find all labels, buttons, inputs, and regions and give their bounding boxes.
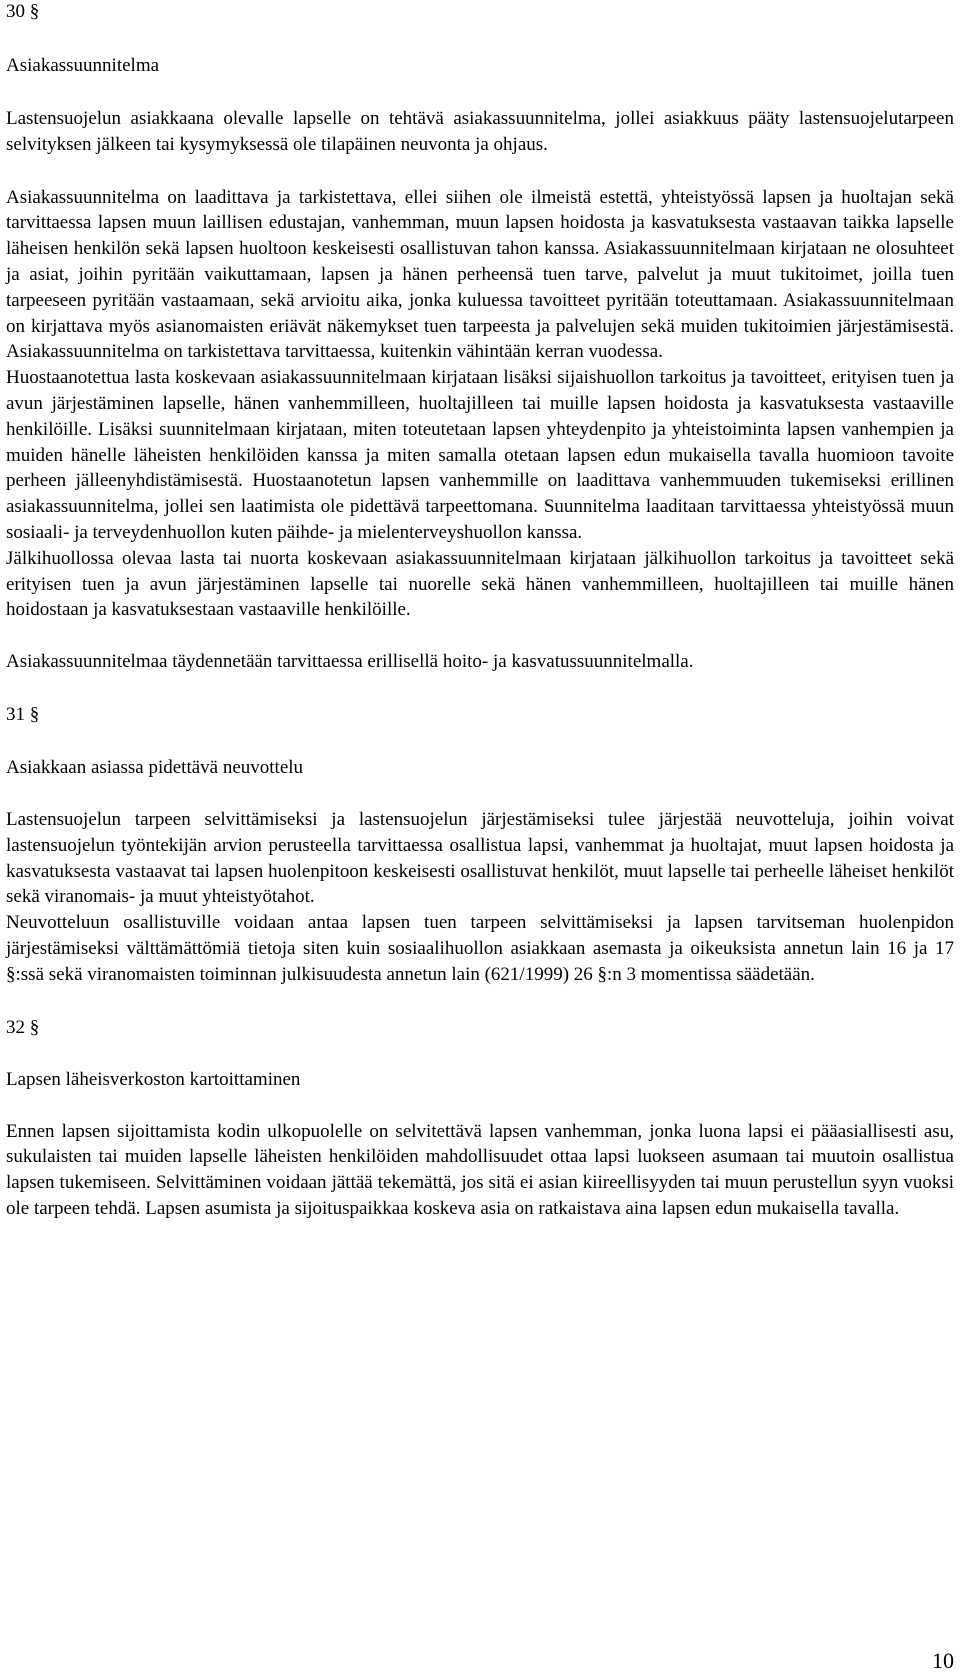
section-number: 32 § xyxy=(6,1016,40,1038)
section-number: 30 § xyxy=(6,1,40,22)
document-page xyxy=(6,0,954,1222)
paragraph: Huostaanotettua lasta koskevaan asiakassuunnitelmaan kirjataan lisäksi sijaishuollon tarkoitus ja tavoitteet, erityisen tuen ja avun järjestäminen lapselle, hänen vanhemmilleen, huoltajilleen tai muille lapsen hoidosta ja kasvatuksesta vastaaville henkilöille. Lisäksi suunnitelmaan kirjataan, miten toteutetaan lapsen yhteydenpito ja yhteistoiminta lapsen vanhempien ja muiden hänelle läheisten henkilöiden kanssa ja miten samalla otetaan lapsen edun mukaisella tavalla huomioon tavoite perheen jälleenyhdistämisestä. Huostaanotetun lapsen vanhemmille on laadittava vanhemmuuden tukemiseksi erillinen asiakassuunnitelma, jollei sen laatimista ole pidettävä tarpeettomana. Suunnitelma laaditaan tarvittaessa yhteistyössä muun sosiaali- ja terveydenhuollon kuten päihde- ja mielenterveyshuollon kanssa. xyxy=(6,367,954,543)
section-number: 31 § xyxy=(6,703,40,725)
section-title: Asiakkaan asiassa pidettävä neuvottelu xyxy=(6,756,304,778)
paragraph: Asiakassuunnitelma on laadittava ja tarkistettava, ellei siihen ole ilmeistä estettä, yhteistyössä lapsen ja huoltajan sekä tarvittaessa lapsen muun laillisen edustajan, vanhemman, muun lapsen hoidosta ja kasvatuksesta vastaavan taikka lapselle läheisen henkilön sekä lapsen huoltoon keskeisesti osallistuvan tahon kanssa. Asiakassuunnitelmaan kirjataan ne olosuhteet ja asiat, joihin pyritään vaikuttamaan, lapsen ja hänen perheensä tuen tarve, palvelut ja muut tukitoimet, joilla tuen tarpeeseen pyritään vastaamaan, sekä arvioitu aika, jonka kuluessa tavoitteet pyritään toteuttamaan. Asiakassuunnitelmaan on kirjattava myös asianomaisten eriävät näkemykset tuen tarpeesta ja palvelujen sekä muiden tukitoimien järjestämisestä. Asiakassuunnitelma on tarkistettava tarvittaessa, kuitenkin vähintään kerran vuodessa. xyxy=(6,186,954,363)
paragraph: Neuvotteluun osallistuville voidaan antaa lapsen tuen tarpeen selvittämiseksi ja lapsen tarvitseman huolenpidon järjestämiseksi välttämättömiä tietoja siten kuin sosiaalihuollon asiakkaan asemasta ja oikeuksista annetun lain 16 ja 17 §:ssä sekä viranomaisten toiminnan julkisuudesta annetun lain (621/1999) 26 §:n 3 momentissa säädetään. xyxy=(6,912,954,985)
section-title: Asiakassuunnitelma xyxy=(6,55,160,76)
paragraph: Lastensuojelun tarpeen selvittämiseksi ja lastensuojelun järjestämiseksi tulee järjestää neuvotteluja, joihin voivat lastensuojelun työntekijän arvion perusteella tarvittaessa osallistua lapsi, vanhemmat ja huoltajat, muut lapsen hoidosta ja kasvatuksesta vastaavat tai lapsen huolenpitoon keskeisesti osallistuvat henkilöt, muut lapselle tai perheelle läheiset henkilöt sekä viranomais- ja muut yhteistyötahot. xyxy=(6,808,954,908)
page-number: 10 xyxy=(932,1648,954,1673)
paragraph: Lastensuojelun asiakkaana olevalle lapselle on tehtävä asiakassuunnitelma, jollei asiakkuus pääty lastensuojelutarpeen selvityksen jälkeen tai kysymyksessä ole tilapäinen neuvonta ja ohjaus. xyxy=(6,108,954,155)
section-title: Lapsen läheisverkoston kartoittaminen xyxy=(6,1068,301,1090)
paragraph: Asiakassuunnitelmaa täydennetään tarvittaessa erillisellä hoito- ja kasvatussuunnitelmalla. xyxy=(6,651,694,673)
paragraph: Jälkihuollossa olevaa lasta tai nuorta koskevaan asiakassuunnitelmaan kirjataan jälkihuollon tarkoitus ja tavoitteet sekä erityisen tuen ja avun järjestäminen lapselle tai nuorelle sekä hänen vanhemmilleen, huoltajilleen tai muille hänen hoidostaan ja kasvatuksestaan vastaaville henkilöille. xyxy=(6,547,954,621)
paragraph: Ennen lapsen sijoittamista kodin ulkopuolelle on selvitettävä lapsen vanhemman, jonka luona lapsi ei pääasiallisesti asu, sukulaisten tai muiden lapselle läheisten henkilöiden mahdollisuudet ottaa lapsi luokseen asumaan tai muutoin osallistua lapsen tukemiseen. Selvittäminen voidaan jättää tekemättä, jos sitä ei asian kiireellisyyden tai muun perustellun syyn vuoksi ole tarpeen tehdä. Lapsen asumista ja sijoituspaikkaa koskeva asia on ratkaistava aina lapsen edun mukaisella tavalla. xyxy=(6,1120,954,1219)
